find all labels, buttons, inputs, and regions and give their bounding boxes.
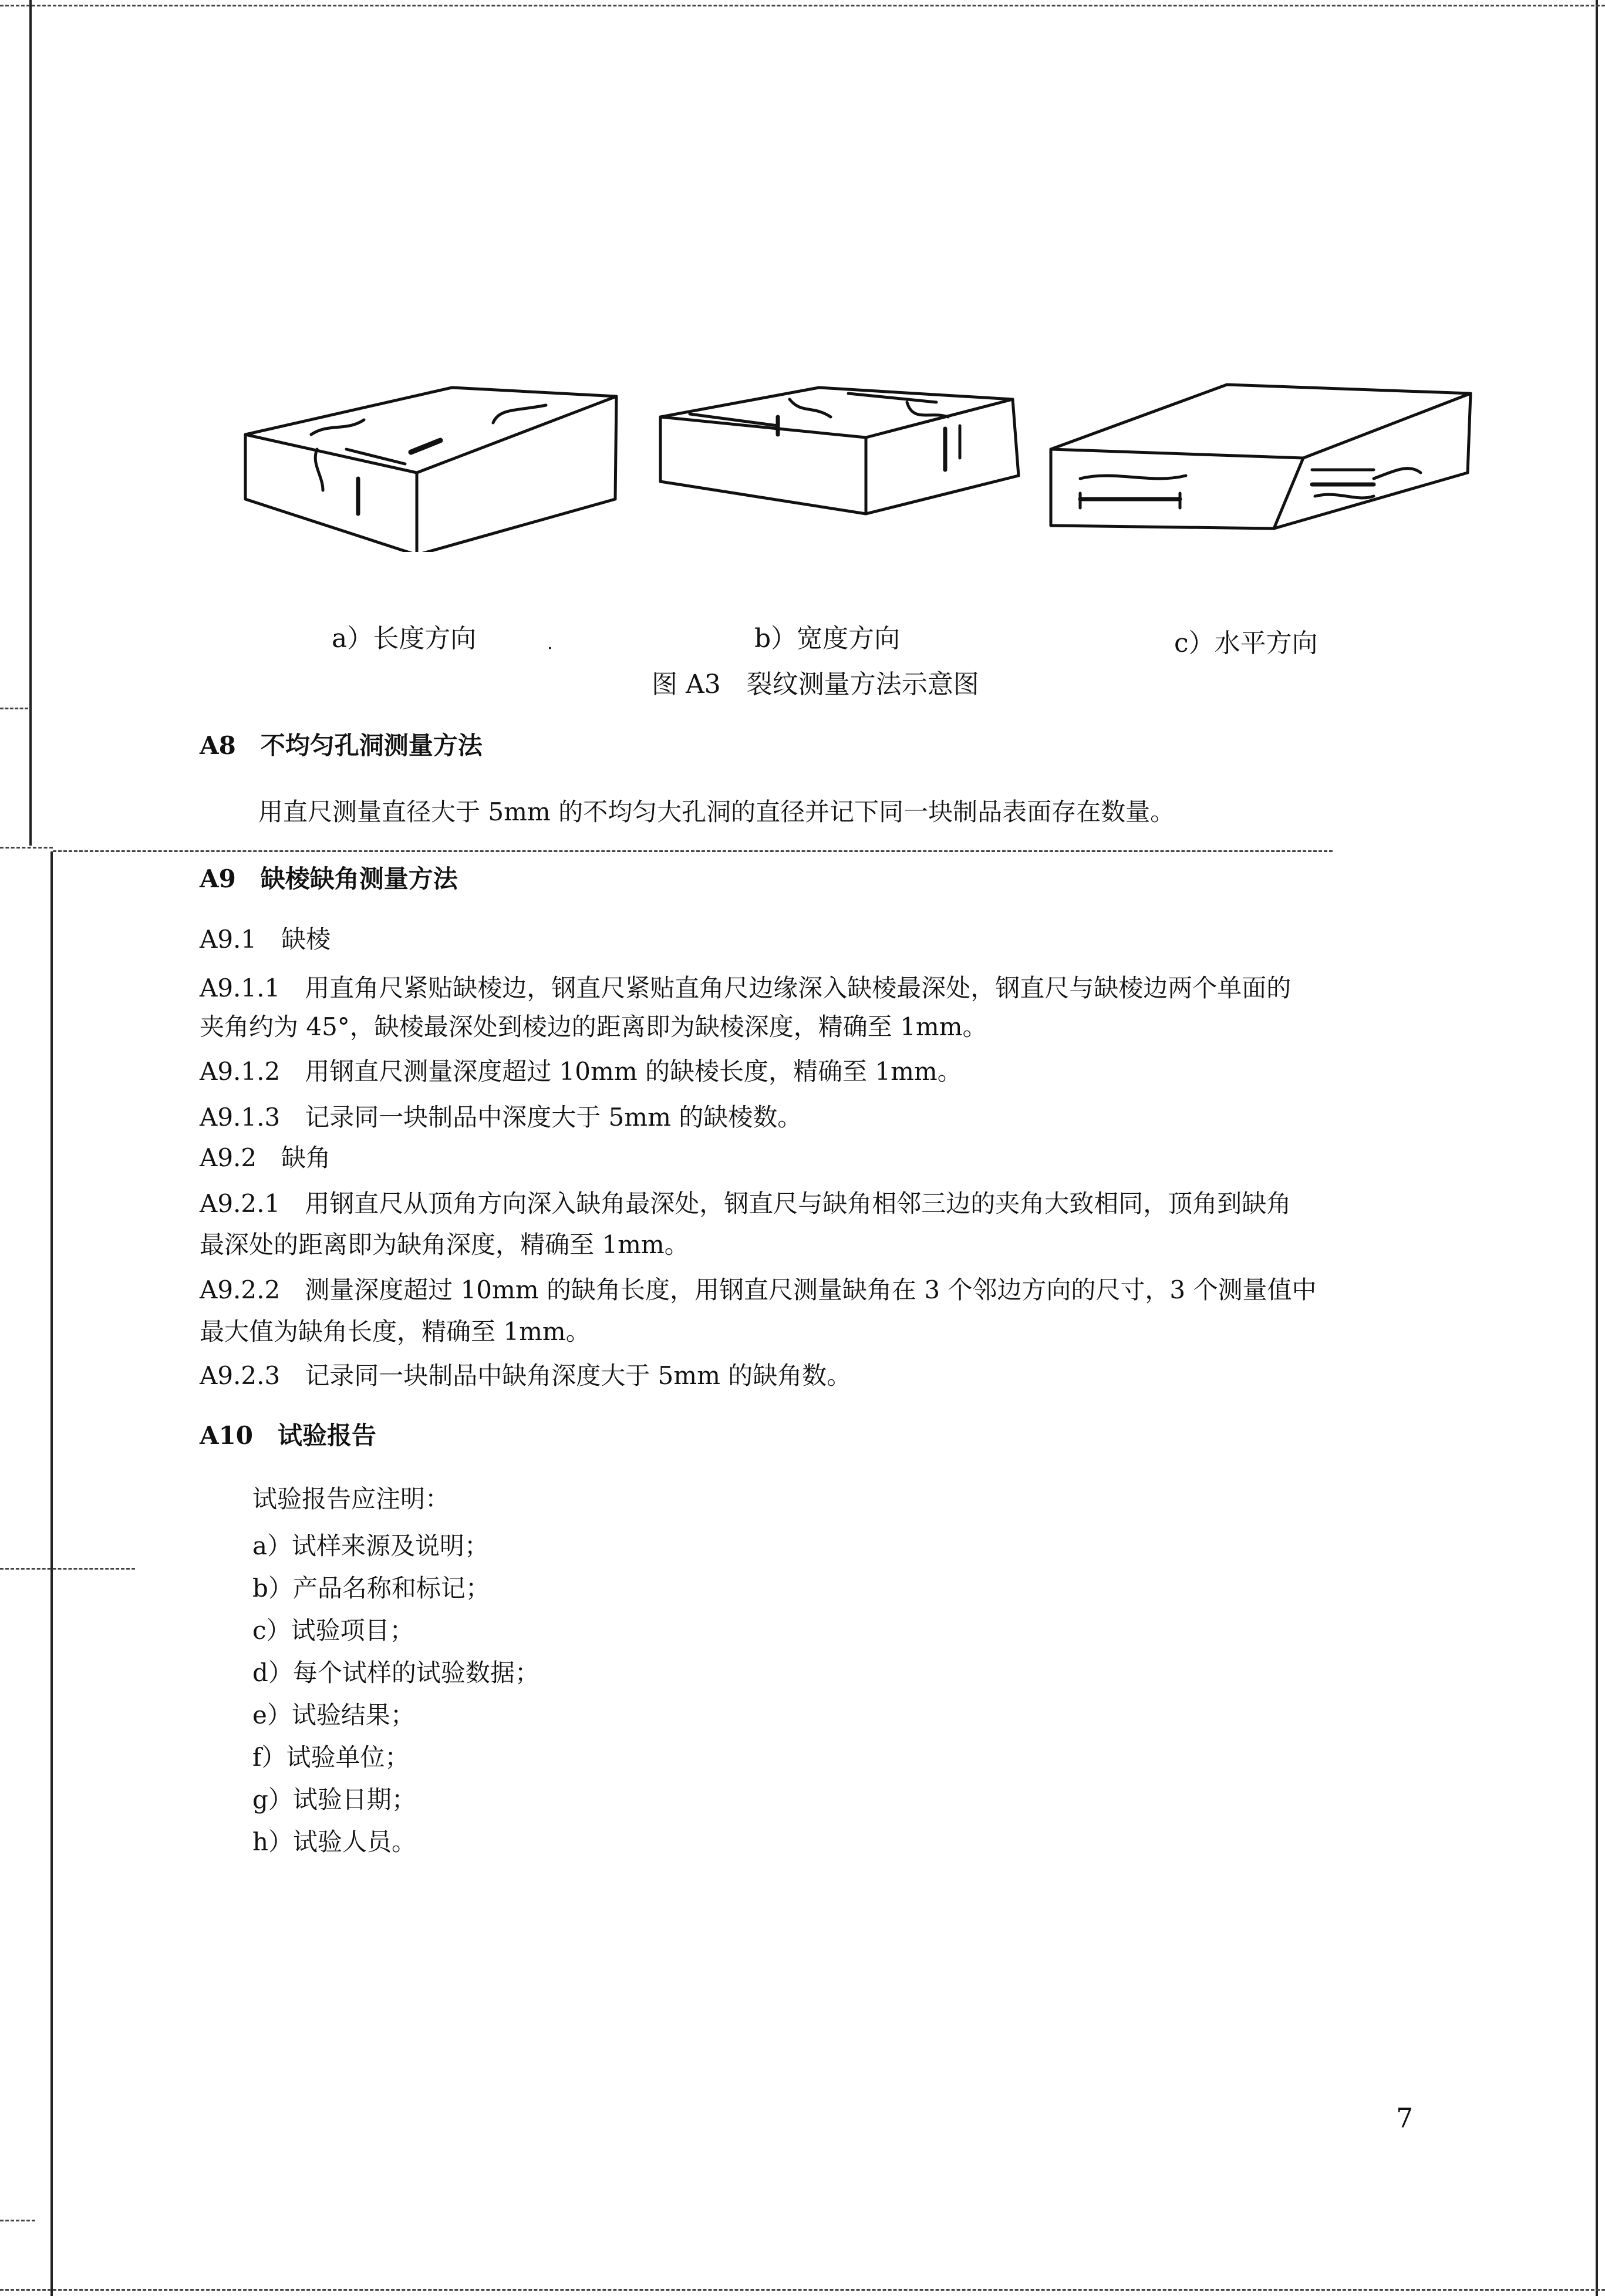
a10-intro: 试验报告应注明： [252,1484,450,1513]
a9-1-1-line2: 夹角约为 45°，缺棱最深处到棱边的距离即为缺棱深度，精确至 1mm。 [200,1012,987,1041]
scan-dash-left-3 [0,1568,135,1570]
a10-heading: A10 试验报告 [200,1421,377,1450]
a8-heading: A8 不均匀孔洞测量方法 [200,731,483,760]
a9-heading: A9 缺棱缺角测量方法 [200,864,458,893]
a10-item-f: f）试验单位； [252,1743,410,1772]
a9-1-heading: A9.1 缺棱 [200,925,331,954]
page-number: 7 [1396,2102,1414,2134]
a9-1-1-line1: A9.1.1 用直角尺紧贴缺棱边，钢直尺紧贴直角尺边缘深入缺棱最深处，钢直尺与缺棱边两个单面的 [200,974,1292,1002]
a10-item-c: c）试验项目； [252,1616,414,1645]
scan-dash-left-1 [0,708,28,709]
scan-dash-left-2 [0,847,53,849]
block-length-direction-image [241,376,622,552]
a8-body: 用直尺测量直径大于 5mm 的不均匀大孔洞的直径并记下同一块制品表面存在数量。 [258,797,1175,826]
a10-item-e: e）试验结果； [252,1701,415,1729]
a9-2-3: A9.2.3 记录同一块制品中缺角深度大于 5mm 的缺角数。 [200,1361,852,1390]
figure-title: 图 A3 裂纹测量方法示意图 [652,669,979,699]
a10-item-h: h）试验人员。 [252,1827,417,1856]
block-width-direction-image [655,376,1030,552]
block-horizontal-direction-image [1045,382,1479,546]
a10-item-g: g）试验日期； [252,1785,416,1814]
a9-2-heading: A9.2 缺角 [200,1143,331,1172]
scan-dash-mid [53,850,1333,852]
stray-dot: . [547,633,553,654]
a10-item-b: b）产品名称和标记； [252,1574,490,1603]
a9-2-2-line2: 最大值为缺角长度，精确至 1mm。 [200,1317,591,1346]
scan-border-right [1596,0,1598,2296]
caption-c: c）水平方向 [1174,628,1318,658]
a9-2-2-line1: A9.2.2 测量深度超过 10mm 的缺角长度，用钢直尺测量缺角在 3 个邻边方向的尺寸，3 个测量值中 [200,1275,1317,1304]
scan-dash-top [0,5,1605,6]
a9-1-2: A9.1.2 用钢直尺测量深度超过 10mm 的缺棱长度，精确至 1mm。 [200,1057,962,1086]
scan-border-left [29,0,32,846]
a10-item-d: d）每个试样的试验数据； [252,1658,540,1687]
caption-b: b）宽度方向 [754,624,901,654]
a9-2-1-line1: A9.2.1 用钢直尺从顶角方向深入缺角最深处，钢直尺与缺角相邻三边的夹角大致相同，顶角到缺角 [200,1189,1292,1218]
figure-a3 [235,376,1497,570]
a9-1-3: A9.1.3 记录同一块制品中深度大于 5mm 的缺棱数。 [200,1103,802,1132]
scan-dash-left-4 [0,2220,35,2221]
caption-a: a）长度方向 [332,624,477,654]
a10-item-a: a）试样来源及说明； [252,1531,490,1560]
scan-border-left-lower [50,851,53,2296]
a9-2-1-line2: 最深处的距离即为缺角深度，精确至 1mm。 [200,1230,689,1259]
scan-dash-bottom [0,2289,1605,2291]
